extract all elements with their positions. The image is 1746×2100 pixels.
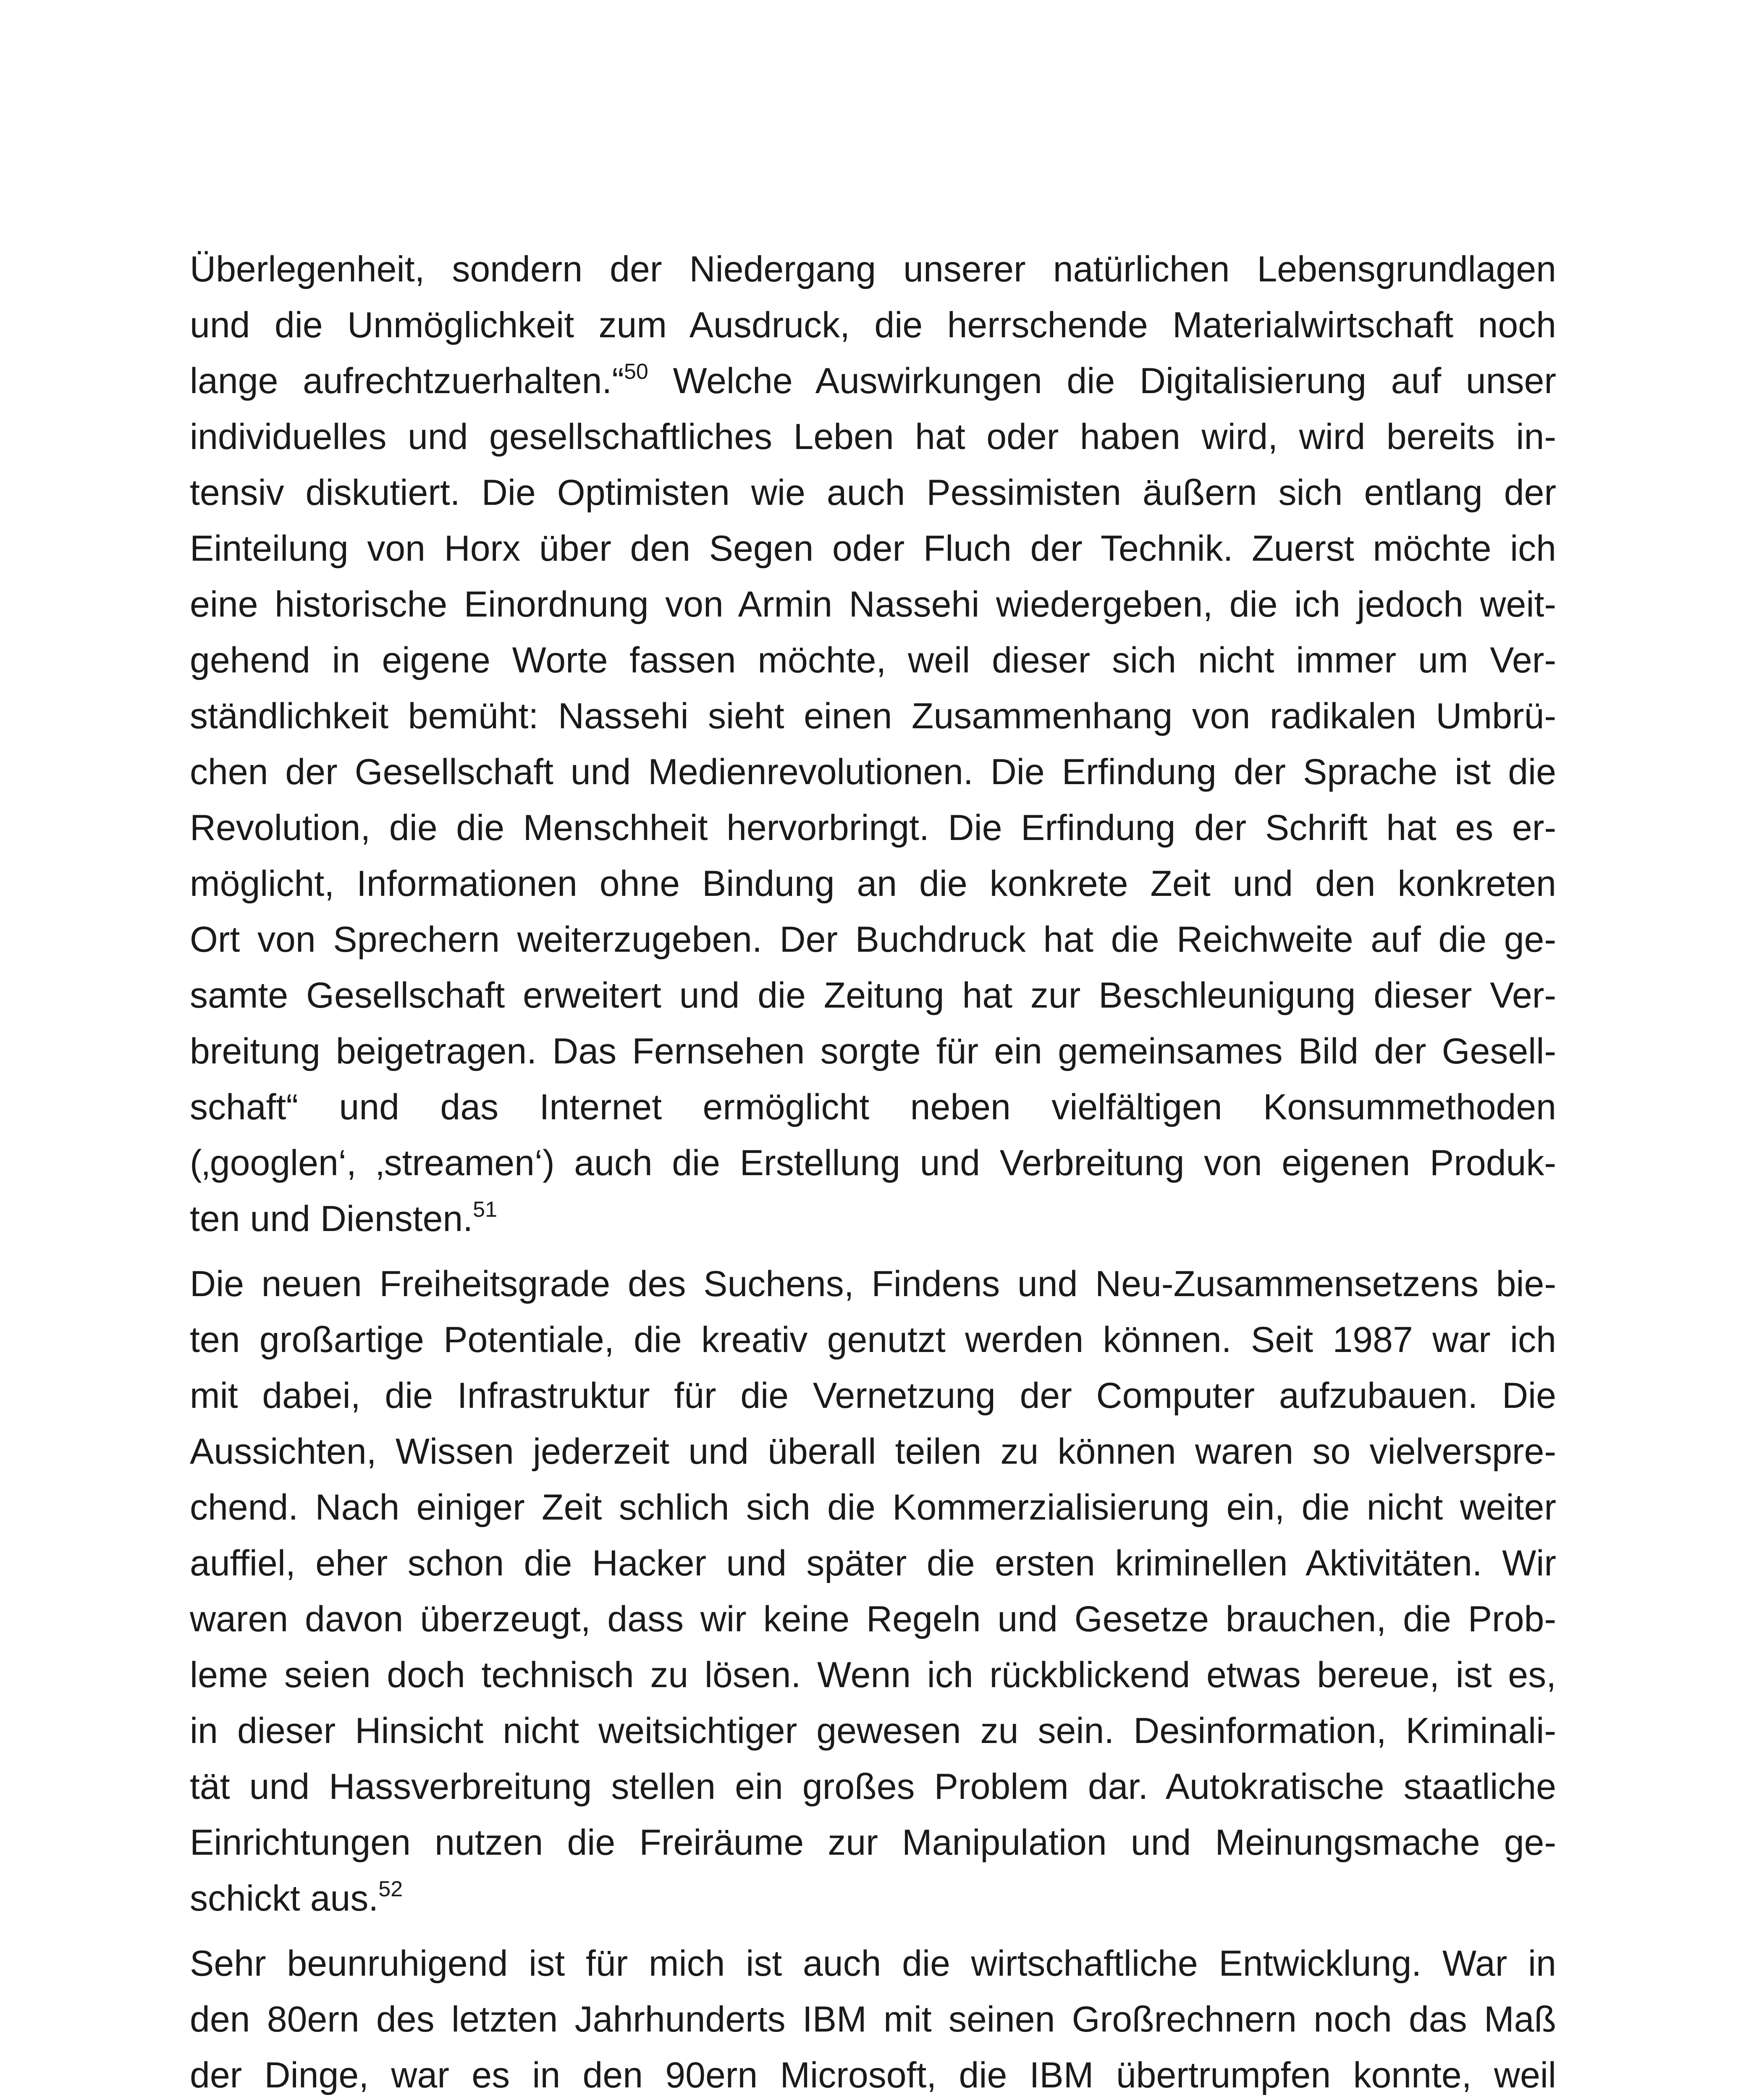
text-line: chend. Nach einiger Zeit schlich sich die Kommerzialisierung ein, die nicht weiter bbox=[190, 1487, 1556, 1528]
text-line-with-footnote bbox=[190, 1871, 1556, 1927]
text-line: leme seien doch technisch zu lösen. Wenn ich rückblickend etwas bereue, ist es, bbox=[190, 1655, 1556, 1695]
text-line: möglicht, Informationen ohne Bindung an die konkrete Zeit und den konkreten bbox=[190, 864, 1556, 904]
footnote-marker-52: 52 bbox=[378, 1877, 403, 1901]
text-line: den 80ern des letzten Jahrhunderts IBM mit seinen Großrechnern noch das Maß bbox=[190, 1999, 1556, 2040]
text-line: in dieser Hinsicht nicht weitsichtiger gewesen zu sein. Desinformation, Kriminali- bbox=[190, 1711, 1556, 1751]
text-line: ständlichkeit bemüht: Nassehi sieht einen Zusammenhang von radikalen Umbrü- bbox=[190, 696, 1556, 736]
paragraph-2 bbox=[190, 1256, 1556, 1927]
text-fragment: lange aufrechtzuerhalten.“ bbox=[190, 361, 624, 401]
text-line: und die Unmöglichkeit zum Ausdruck, die herrschende Materialwirtschaft noch bbox=[190, 305, 1556, 345]
text-line: Revolution, die die Menschheit hervorbringt. Die Erfindung der Schrift hat es er- bbox=[190, 808, 1556, 848]
text-line: Aussichten, Wissen jederzeit und überall teilen zu können waren so vielverspre- bbox=[190, 1431, 1556, 1472]
text-line: individuelles und gesellschaftliches Leben hat oder haben wird, wird bereits in- bbox=[190, 417, 1556, 457]
text-line-with-footnote bbox=[190, 353, 1556, 409]
text-line: ten großartige Potentiale, die kreativ genutzt werden können. Seit 1987 war ich bbox=[190, 1320, 1556, 1360]
text-line: der Dinge, war es in den 90ern Microsoft, die IBM übertrumpfen konnte, weil bbox=[190, 2055, 1556, 2095]
footnote-marker-51: 51 bbox=[473, 1197, 497, 1222]
text-line-with-footnote bbox=[190, 1191, 1556, 1247]
text-line: tät und Hassverbreitung stellen ein großes Problem dar. Autokratische staatliche bbox=[190, 1767, 1556, 1807]
text-fragment: ten und Diensten. bbox=[190, 1199, 473, 1239]
text-line: Einteilung von Horx über den Segen oder Fluch der Technik. Zuerst möchte ich bbox=[190, 528, 1556, 569]
footnote-marker-50: 50 bbox=[624, 360, 648, 384]
text-line: gehend in eigene Worte fassen möchte, weil dieser sich nicht immer um Ver- bbox=[190, 640, 1556, 680]
text-line: Sehr beunruhigend ist für mich ist auch die wirtschaftliche Entwicklung. War in bbox=[190, 1943, 1556, 1984]
text-line: Einrichtungen nutzen die Freiräume zur Manipulation und Meinungsmache ge- bbox=[190, 1822, 1556, 1863]
paragraph-1 bbox=[190, 242, 1556, 1247]
text-line: Die neuen Freiheitsgrade des Suchens, Findens und Neu-Zusammensetzens bie- bbox=[190, 1264, 1556, 1304]
text-line: tensiv diskutiert. Die Optimisten wie auch Pessimisten äußern sich entlang der bbox=[190, 472, 1556, 513]
text-line: Ort von Sprechern weiterzugeben. Der Buchdruck hat die Reichweite auf die ge- bbox=[190, 919, 1556, 960]
text-fragment: Welche Auswirkungen die Digitalisierung auf unser bbox=[648, 361, 1556, 401]
text-line: samte Gesellschaft erweitert und die Zeitung hat zur Beschleunigung dieser Ver- bbox=[190, 975, 1556, 1016]
text-fragment: schickt aus. bbox=[190, 1878, 379, 1919]
text-line: schaft“ und das Internet ermöglicht neben vielfältigen Konsummethoden bbox=[190, 1087, 1556, 1127]
text-line: chen der Gesellschaft und Medienrevolutionen. Die Erfindung der Sprache ist die bbox=[190, 752, 1556, 792]
body-text bbox=[190, 242, 1556, 2100]
text-line: waren davon überzeugt, dass wir keine Regeln und Gesetze brauchen, die Prob- bbox=[190, 1599, 1556, 1639]
text-line: auffiel, eher schon die Hacker und später die ersten kriminellen Aktivitäten. Wir bbox=[190, 1543, 1556, 1583]
text-line: Überlegenheit, sondern der Niedergang unserer natürlichen Lebensgrundlagen bbox=[190, 249, 1556, 289]
text-line: (‚googlen‘, ‚streamen‘) auch die Erstellung und Verbreitung von eigenen Produk- bbox=[190, 1143, 1556, 1183]
paragraph-3 bbox=[190, 1936, 1556, 2100]
text-line: eine historische Einordnung von Armin Nassehi wiedergeben, die ich jedoch weit- bbox=[190, 584, 1556, 625]
text-line: breitung beigetragen. Das Fernsehen sorgte für ein gemeinsames Bild der Gesell- bbox=[190, 1031, 1556, 1071]
text-line: mit dabei, die Infrastruktur für die Vernetzung der Computer aufzubauen. Die bbox=[190, 1376, 1556, 1416]
